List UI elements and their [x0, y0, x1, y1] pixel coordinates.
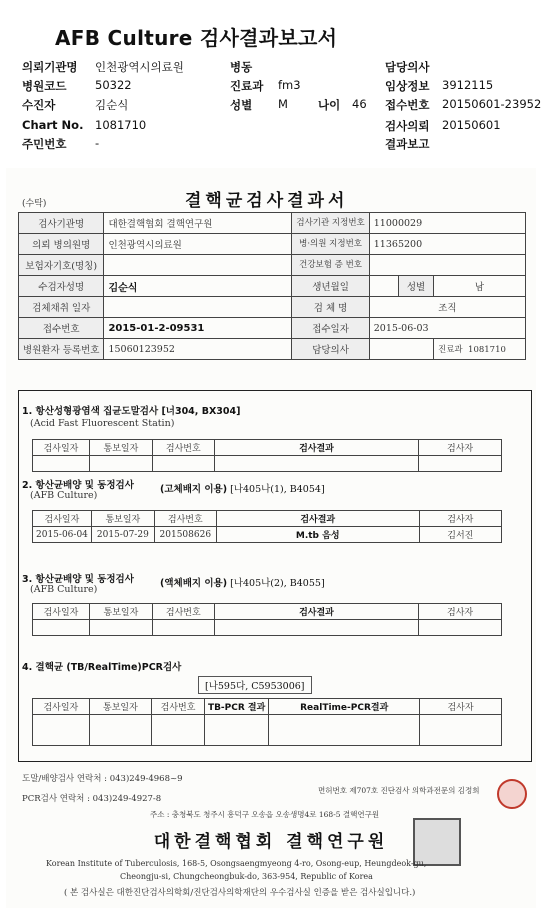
acc-date-label: 접수일자 — [292, 318, 369, 339]
doctor-label: 담당의사 — [292, 339, 369, 360]
collect-label: 검체채취 일자 — [19, 297, 104, 318]
col-header: 통보일자 — [91, 511, 154, 527]
col-header: 검사일자 — [33, 511, 92, 527]
table-row — [19, 276, 526, 297]
section-4-title: 4. 결핵균 (TB/RealTime)PCR검사 — [22, 662, 182, 673]
dob-value — [369, 276, 398, 297]
section-2-code: [나405나(1), B4054] — [230, 484, 325, 495]
patient-value: 김순식 — [104, 276, 292, 297]
field-label: 진료과 — [230, 79, 264, 93]
field-value: 인천광역시의료원 — [95, 60, 184, 74]
field-label: 주민번호 — [22, 137, 67, 151]
section-2-table — [32, 510, 502, 543]
code-label: 검사기관 지정번호 — [292, 213, 369, 234]
hosp-value: 인천광역시의료원 — [104, 234, 292, 255]
section-3-title: 3. 항산균배양 및 동정검사 — [22, 574, 134, 585]
org-label: 검사기관명 — [19, 213, 104, 234]
col-header: 검사자 — [420, 699, 502, 715]
sex-value: 남 — [434, 276, 526, 297]
field-value: 3912115 — [442, 78, 494, 92]
test-no-cell: 201508626 — [154, 527, 216, 543]
table-row — [33, 604, 502, 620]
org-value: 대한결핵협회 결핵연구원 — [104, 213, 292, 234]
page-title: AFB Culture 검사결과보고서 — [55, 26, 338, 50]
section-4-table — [32, 698, 502, 746]
reg-value: 15060123952 — [104, 339, 292, 360]
section-1-subtitle: (Acid Fast Fluorescent Statin) — [30, 418, 175, 429]
acc-label: 접수번호 — [19, 318, 104, 339]
insurance-value — [104, 255, 292, 276]
phone-1: 도말/배양검사 연락처 : 043)249-4968~9 — [22, 774, 183, 784]
certification-note: ( 본 검사실은 대한진단검사의학회/진단검사의학재단의 우수검사실 인증을 받은 검사실입니다.) — [64, 888, 416, 898]
col-header: 검사결과 — [214, 440, 418, 456]
specimen-value: 조직 — [369, 297, 525, 318]
section-2-note: (고체배지 이용) — [160, 484, 228, 495]
section-3-note: (액체배지 이용) — [160, 578, 228, 589]
reg-label: 병원환자 등록번호 — [19, 339, 104, 360]
result-cell: M.tb 음성 — [216, 527, 419, 543]
section-3-table — [32, 603, 502, 636]
acc-value: 2015-01-2-09531 — [104, 318, 292, 339]
field-label: 수진자 — [22, 98, 56, 112]
report-info-table — [18, 212, 526, 360]
table-row — [33, 620, 502, 636]
col-header: 검사일자 — [33, 699, 90, 715]
table-row — [33, 527, 502, 543]
section-1-table — [32, 439, 502, 472]
field-value: 20150601-23952 — [442, 97, 542, 111]
col-header: 검사결과 — [214, 604, 418, 620]
patient-label: 수검자성명 — [19, 276, 104, 297]
table-row — [33, 511, 502, 527]
address-line: 주소 : 충청북도 청주시 흥덕구 오송읍 오송생명4로 168-5 결핵연구원 — [150, 810, 380, 819]
field-value: 김순식 — [95, 98, 129, 112]
field-label: Chart No. — [22, 118, 84, 132]
col-header: 통보일자 — [89, 604, 152, 620]
field-label: 검사의뢰 — [385, 119, 430, 133]
field-value: fm3 — [278, 78, 301, 92]
table-row — [19, 213, 526, 234]
dob-label: 생년월일 — [292, 276, 369, 297]
table-row — [19, 318, 526, 339]
section-1-title: 1. 항산성형광염색 집균도말검사 [너304, BX304] — [22, 406, 241, 417]
col-header: 검사결과 — [216, 511, 419, 527]
field-label: 나이 — [318, 98, 341, 112]
col-header: 검사자 — [419, 440, 502, 456]
english-address-1: Korean Institute of Tuberculosis, 168-5, Osongsaengmyeong 4-ro, Osong-eup, Heungdeok-gu, — [46, 859, 427, 868]
col-header: 검사번호 — [154, 511, 216, 527]
col-header: 검사번호 — [152, 604, 214, 620]
col-header: 검사번호 — [152, 440, 214, 456]
field-label: 성별 — [230, 98, 253, 112]
col-header: RealTime-PCR결과 — [269, 699, 420, 715]
col-header: 검사자 — [419, 604, 502, 620]
table-row — [19, 234, 526, 255]
field-label: 담당의사 — [385, 60, 430, 74]
health-label: 건강보험 증 번호 — [292, 255, 369, 276]
field-value: 46 — [352, 97, 367, 111]
field-label: 병원코드 — [22, 79, 67, 93]
table-row — [19, 297, 526, 318]
field-label: 결과보고 — [385, 137, 430, 151]
field-label: 접수번호 — [385, 98, 430, 112]
field-value: 50322 — [95, 78, 132, 92]
specimen-label: 검 체 명 — [292, 297, 369, 318]
field-value: M — [278, 97, 288, 111]
col-header: 검사일자 — [33, 440, 90, 456]
field-value: 1081710 — [95, 118, 147, 132]
hosp-label: 의뢰 병의원명 — [19, 234, 104, 255]
section-3-code: [나405나(2), B4055] — [230, 578, 325, 589]
dept-label: 진료과 — [438, 345, 463, 355]
tester-cell: 김서진 — [419, 527, 501, 543]
field-value: 20150601 — [442, 118, 501, 132]
health-value — [369, 255, 525, 276]
acc-date-value: 2015-06-03 — [369, 318, 525, 339]
insurance-label: 보험자기호(명칭) — [19, 255, 104, 276]
field-label: 의뢰기관명 — [22, 60, 78, 74]
table-row — [33, 715, 502, 746]
field-value: - — [95, 136, 100, 150]
table-row — [19, 339, 526, 360]
hosp-no-value: 11365200 — [369, 234, 525, 255]
field-label: 임상정보 — [385, 79, 430, 93]
section-3-subtitle: (AFB Culture) — [30, 584, 98, 595]
table-row — [33, 699, 502, 715]
report-title: 결핵균검사결과서 — [185, 191, 349, 211]
table-row — [33, 440, 502, 456]
report-date-cell: 2015-07-29 — [91, 527, 154, 543]
col-header: 검사번호 — [152, 699, 205, 715]
col-header: 통보일자 — [89, 699, 152, 715]
table-row — [19, 255, 526, 276]
col-header: 검사일자 — [33, 604, 90, 620]
doctor-value — [369, 339, 433, 360]
field-label: 병동 — [230, 60, 253, 74]
section-2-subtitle: (AFB Culture) — [30, 490, 98, 501]
code-value: 11000029 — [369, 213, 525, 234]
phone-2: PCR검사 연락처 : 043)249-4927-8 — [22, 794, 162, 804]
col-header: TB-PCR 결과 — [204, 699, 268, 715]
test-date-cell: 2015-06-04 — [33, 527, 92, 543]
section-2-title: 2. 항산균배양 및 동정검사 — [22, 480, 134, 491]
col-header: 검사자 — [419, 511, 501, 527]
hosp-no-label: 병·의원 지정번호 — [292, 234, 369, 255]
doctor-seal-icon — [497, 779, 527, 809]
section-4-code: [나595다, C5953006] — [198, 676, 312, 694]
institute-name: 대한결핵협회 결핵연구원 — [153, 832, 389, 852]
table-row — [33, 456, 502, 472]
report-header — [0, 0, 542, 165]
english-address-2: Cheongju-si, Chungcheongbuk-do, 363-954, Republic of Korea — [120, 872, 373, 881]
collect-value — [104, 297, 292, 318]
receipt-label: (수탁) — [22, 199, 47, 209]
dept-value: 1081710 — [468, 345, 506, 355]
col-header: 통보일자 — [89, 440, 152, 456]
license-line: 면허번호 제707호 진단검사 의학과전문의 김정희 — [318, 786, 480, 795]
sex-label: 성별 — [399, 276, 434, 297]
